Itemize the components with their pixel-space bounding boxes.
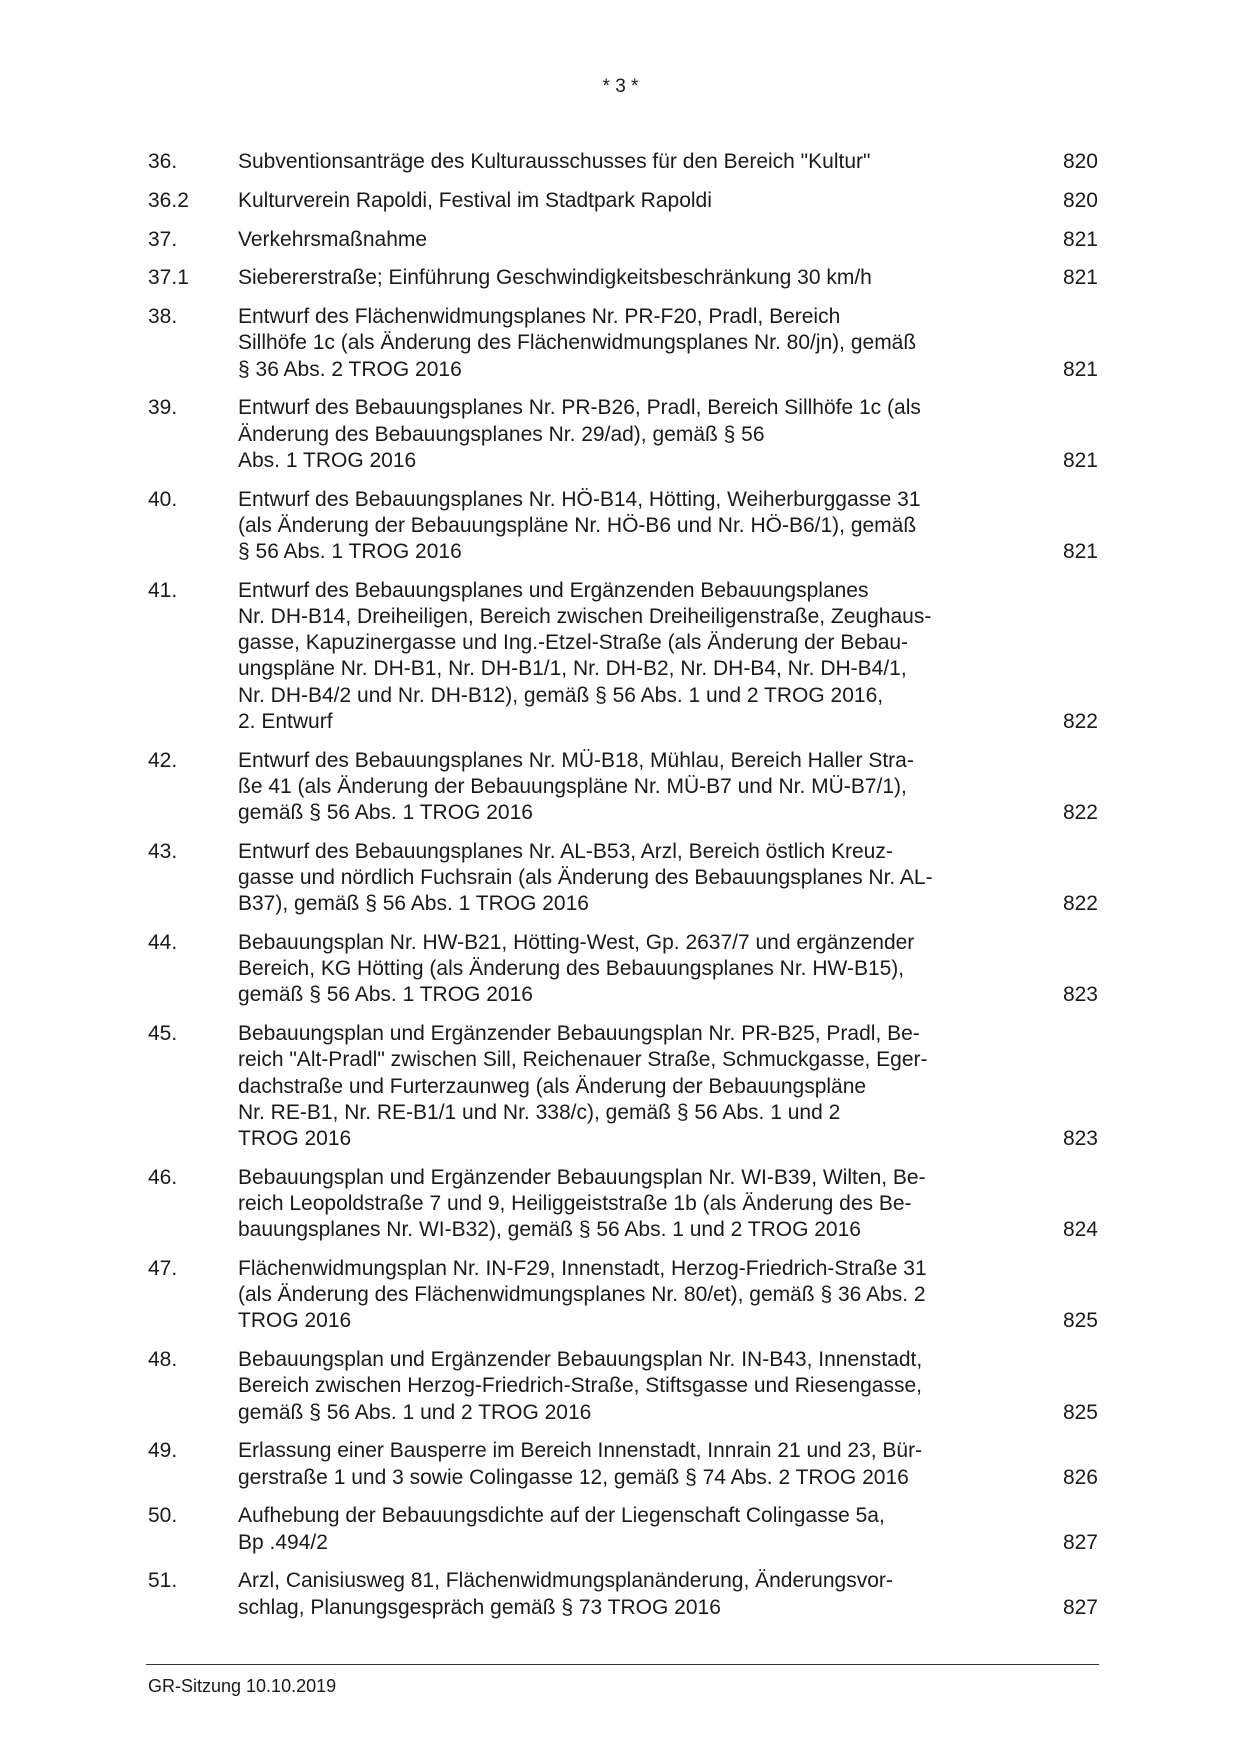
entry-number: 45. [148,1022,178,1046]
toc-entry [148,930,1098,1009]
entry-page: 821 [1062,227,1098,251]
entry-number: 36.2 [148,188,189,212]
toc-entry [148,1568,1098,1620]
toc-entry [148,1503,1098,1555]
entry-title: Aufhebung der Bebauungsdichte auf der Liegenschaft Colingasse 5a, Bp .494/2 [238,1504,885,1554]
entry-page: 827 [1062,1595,1098,1619]
entry-number: 47. [148,1257,178,1281]
toc-entry [148,227,1098,253]
entry-page: 820 [1062,188,1098,212]
entry-title: Bebauungsplan und Ergänzender Bebauungsplan Nr. WI-B39, Wilten, Be- reich Leopoldstraße 7 und 9, Heiliggeiststraße 1b (als Änderung des Be- bauungsplanes Nr. WI-B32), gemäß § 56 Abs. 1 und 2 TROG 2016 [238,1165,926,1242]
entry-number: 41. [148,578,178,602]
entry-title: Erlassung einer Bausperre im Bereich Innenstadt, Innrain 21 und 23, Bür- gerstraße 1 und 3 sowie Colingasse 12, gemäß § 74 Abs. 2 TROG 2016 [238,1439,923,1489]
toc-entry [148,748,1098,827]
entry-title: Entwurf des Bebauungsplanes Nr. AL-B53, Arzl, Bereich östlich Kreuz- gasse und nördlich Fuchsrain (als Änderung des Bebauungsplanes Nr. AL- B37), gemäß § 56 Abs. 1 TROG 2016 [238,839,933,916]
entry-title: Siebererstraße; Einführung Geschwindigkeitsbeschränkung 30 km/h [238,266,872,290]
entry-title: Entwurf des Bebauungsplanes Nr. HÖ-B14, Hötting, Weiherburggasse 31 (als Änderung der Bebauungspläne Nr. HÖ-B6 und Nr. HÖ-B6/1), gemäß § 56 Abs. 1 TROG 2016 [238,487,921,563]
entry-page: 822 [1062,709,1098,733]
toc-entry [148,188,1098,214]
toc-entry [148,304,1098,383]
entry-number: 51. [148,1569,178,1593]
toc-entry [148,1438,1098,1490]
footer-divider [146,1664,1099,1665]
entry-page: 825 [1062,1309,1098,1333]
entry-page: 827 [1062,1530,1098,1554]
page-number: * 3 * [602,76,639,97]
entry-number: 36. [148,150,178,173]
entry-page: 821 [1062,357,1098,381]
entry-page: 822 [1062,801,1098,825]
toc-entry [148,1256,1098,1335]
entry-page: 824 [1062,1218,1098,1242]
entry-title: Entwurf des Bebauungsplanes Nr. MÜ-B18, Mühlau, Bereich Haller Stra- ße 41 (als Änderung der Bebauungspläne Nr. MÜ-B7 und Nr. MÜ-B7/1), gemäß § 56 Abs. 1 TROG 2016 [238,748,914,825]
entry-page: 821 [1062,540,1098,563]
entry-number: 48. [148,1348,178,1372]
entry-title: Arzl, Canisiusweg 81, Flächenwidmungsplanänderung, Änderungsvor- schlag, Planungsgespräch gemäß § 73 TROG 2016 [238,1569,893,1619]
entry-number: 40. [148,487,178,511]
toc-entry [148,1165,1098,1244]
table-of-contents [148,149,1098,1633]
entry-number: 44. [148,931,178,955]
entry-title: Flächenwidmungsplan Nr. IN-F29, Innenstadt, Herzog-Friedrich-Straße 31 (als Änderung des Flächenwidmungsplanes Nr. 80/et), gemäß § 36 Abs. 2 TROG 2016 [238,1257,927,1333]
entry-page: 821 [1062,266,1098,290]
entry-number: 43. [148,839,178,863]
entry-number: 50. [148,1504,178,1528]
entry-title: Subventionsanträge des Kulturausschusses für den Bereich "Kultur" [238,150,871,173]
entry-page: 825 [1062,1400,1098,1424]
entry-number: 46. [148,1165,178,1189]
entry-title: Bebauungsplan und Ergänzender Bebauungsplan Nr. IN-B43, Innenstadt, Bereich zwischen Herzog-Friedrich-Straße, Stiftsgasse und Riesengasse, gemäß § 56 Abs. 1 und 2 TROG 2016 [238,1348,923,1424]
entry-number: 37.1 [148,266,189,290]
entry-title: Entwurf des Bebauungsplanes Nr. PR-B26, Pradl, Bereich Sillhöfe 1c (als Änderung des Bebauungsplanes Nr. 29/ad), gemäß § 56 Abs. 1 TROG 2016 [238,396,921,472]
entry-page: 823 [1062,1127,1098,1151]
entry-number: 39. [148,396,178,420]
footer-session-date: GR-Sitzung 10.10.2019 [148,1676,337,1696]
toc-entry [148,839,1098,918]
toc-entry [148,395,1098,474]
entry-page: 822 [1062,892,1098,916]
entry-number: 42. [148,748,178,772]
entry-page: 826 [1062,1465,1098,1489]
entry-number: 49. [148,1439,178,1463]
entry-title: Entwurf des Flächenwidmungsplanes Nr. PR-F20, Pradl, Bereich Sillhöfe 1c (als Änderung des Flächenwidmungsplanes Nr. 80/jn), gemäß § 36 Abs. 2 TROG 2016 [238,305,917,381]
entry-number: 38. [148,305,178,329]
entry-title: Bebauungsplan Nr. HW-B21, Hötting-West, Gp. 2637/7 und ergänzender Bereich, KG Hötting (als Änderung des Bebauungsplanes Nr. HW-B15), gemäß § 56 Abs. 1 TROG 2016 [238,931,915,1007]
toc-entry [148,487,1098,566]
entry-title: Kulturverein Rapoldi, Festival im Stadtpark Rapoldi [238,188,712,212]
entry-title: Verkehrsmaßnahme [238,227,428,251]
entry-page: 821 [1062,448,1098,472]
toc-entry [148,1021,1098,1152]
entry-number: 37. [148,227,178,251]
entry-page: 823 [1062,983,1098,1007]
entry-page: 820 [1062,150,1098,173]
entry-title: Bebauungsplan und Ergänzender Bebauungsplan Nr. PR-B25, Pradl, Be- reich "Alt-Pradl" zwischen Sill, Reichenauer Straße, Schmuckgasse, Eger- dachstraße und Furterzaunweg (als Änderung der Bebauungspläne Nr. RE-B1, Nr. RE-B1/1 und Nr. 338/c), gemäß § 56 Abs. 1 und 2 TROG 2016 [238,1022,928,1151]
toc-entry [148,578,1098,735]
toc-entry [148,1347,1098,1426]
toc-entry [148,149,1098,175]
entry-title: Entwurf des Bebauungsplanes und Ergänzenden Bebauungsplanes Nr. DH-B14, Dreiheiligen, Bereich zwischen Dreiheiligenstraße, Zeughaus- gasse, Kapuzinergasse und Ing.-Etzel-Straße (als Änderung der Bebau- ungspläne Nr. DH-B1, Nr. DH-B1/1, Nr. DH-B2, Nr. DH-B4, Nr. DH-B4/1, Nr. DH-B4/2 und Nr. DH-B12), gemäß § 56 Abs. 1 und 2 TROG 2016, 2. Entwurf [238,578,932,733]
toc-entry [148,265,1098,291]
